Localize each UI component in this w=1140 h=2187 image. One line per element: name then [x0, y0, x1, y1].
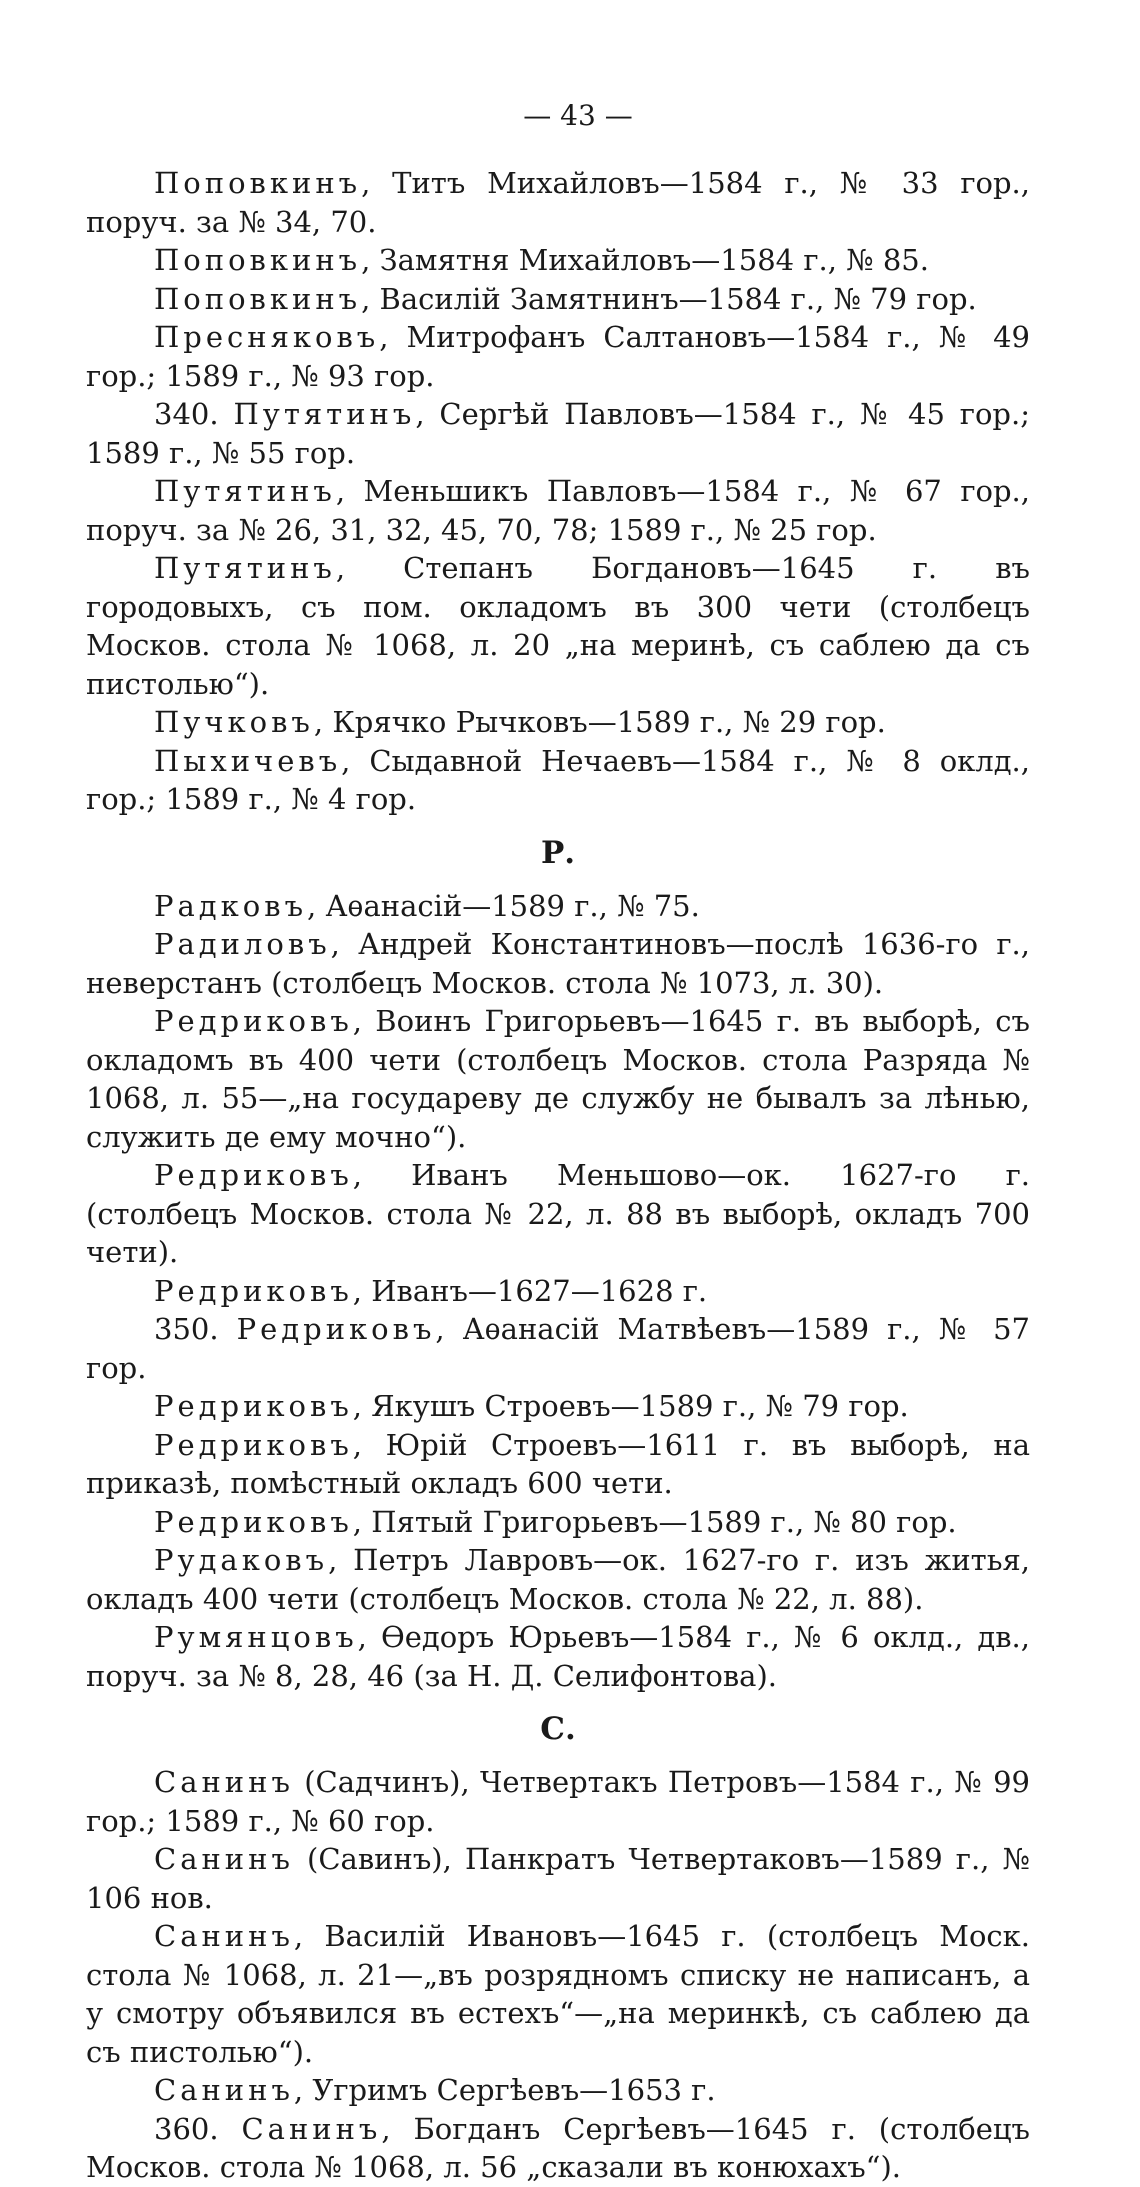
entry-surname: Редриковъ [154, 1504, 353, 1539]
entry [86, 1272, 1030, 1311]
entry-text: , Титъ Михайловъ—1584 г., № 33 гор., поруч. за № 34, 70. [86, 166, 1030, 239]
section-p [86, 164, 1030, 819]
entry-text: , Андрей Константиновъ—послѣ 1636-го г., неверстанъ (столбецъ Москов. стола № 1073, л. 30). [86, 927, 1030, 1000]
entry-surname: Санинъ [154, 1919, 294, 1953]
entry-text: , Крячко Рычковъ—1589 г., № 29 гор. [313, 705, 886, 739]
entry-text: , Иванъ—1627—1628 г. [352, 1273, 708, 1308]
entry-text: , Сергѣй Павловъ—1584 г., № 45 гор.; 1589 г., № 55 гор. [86, 397, 1030, 470]
entry-text: , Богданъ Сергѣевъ—1645 г. (столбецъ Москов. стола № 1068, л. 56 „сказали въ конюхахъ“). [86, 2111, 1030, 2184]
entry [86, 1917, 1030, 2071]
document-page [86, 96, 1030, 2187]
entry [86, 1310, 1030, 1387]
entry-surname: Редриковъ [154, 1273, 353, 1308]
entry-text: , Юрій Строевъ—1611 г. въ выборѣ, на приказѣ, помѣстный окладъ 600 чети. [86, 1427, 1030, 1500]
entry-text: , Ѳедоръ Юрьевъ—1584 г., № 6 оклд., дв., поруч. за № 8, 28, 46 (за Н. Д. Селифонтова). [86, 1620, 1030, 1693]
entry [86, 925, 1030, 1002]
entry [86, 280, 1030, 319]
entry-surname: Поповкинъ [154, 243, 362, 277]
entry [86, 241, 1030, 280]
entry-surname: Путятинъ [154, 551, 336, 585]
entry [86, 742, 1030, 819]
entry-text: , Аѳанасій—1589 г., № 75. [307, 888, 700, 923]
entry-surname: Редриковъ [236, 1312, 436, 1346]
entry [86, 318, 1030, 395]
entry-surname: Санинъ [154, 2073, 294, 2107]
entry-text: (Савинъ), Панкратъ Четвертаковъ—1589 г., № 106 нов. [86, 1842, 1030, 1915]
section-s [86, 1763, 1030, 2187]
entry [86, 549, 1030, 703]
entry [86, 395, 1030, 472]
entry-number: 350. [154, 1312, 237, 1346]
entry [86, 1763, 1030, 1840]
entry [86, 2071, 1030, 2110]
entry-number: 360. [154, 2111, 242, 2146]
entry-surname: Радковъ [154, 888, 308, 923]
entry-surname: Санинъ [154, 1765, 294, 1799]
entry-text: , Степанъ Богдановъ—1645 г. въ городовыхъ, съ пом. окладомъ въ 300 чети (столбецъ Москов. стола № 1068, л. 20 „на меринѣ, съ саблею да съ пистолью“). [86, 551, 1030, 701]
entry-surname: Редриковъ [154, 1427, 353, 1462]
entry-text: , Василій Замятнинъ—1584 г., № 79 гор. [361, 281, 977, 316]
entry-surname: Румянцовъ [154, 1620, 358, 1654]
entry-surname: Санинъ [241, 2111, 382, 2146]
entry [86, 164, 1030, 241]
entry [86, 1840, 1030, 1917]
entry-surname: Пыхичевъ [154, 743, 342, 778]
entry [86, 472, 1030, 549]
entry-text: , Якушъ Строевъ—1589 г., № 79 гор. [352, 1389, 909, 1423]
entry-text: , Митрофанъ Салтановъ—1584 г., № 49 гор.; 1589 г., № 93 гор. [86, 320, 1030, 393]
entry [86, 2110, 1030, 2187]
entry-text: , Сыдавной Нечаевъ—1584 г., № 8 оклд., гор.; 1589 г., № 4 гор. [86, 743, 1030, 816]
entry [86, 1618, 1030, 1695]
entry-surname: Путятинъ [233, 397, 416, 431]
entry-surname: Поповкинъ [154, 166, 362, 200]
entry [86, 1156, 1030, 1272]
entry-surname: Санинъ [154, 1842, 294, 1876]
entry-surname: Редриковъ [154, 1158, 353, 1192]
entry [86, 1426, 1030, 1503]
entry-surname: Пресняковъ [154, 320, 380, 354]
entry-surname: Пучковъ [154, 705, 314, 739]
entry-surname: Рудаковъ [154, 1543, 329, 1577]
entry [86, 703, 1030, 742]
entry-text: , Воинъ Григорьевъ—1645 г. въ выборѣ, съ окладомъ въ 400 чети (столбецъ Москов. стола Разряда № 1068, л. 55—„на государеву де службу не бывалъ за лѣнью, служить де ему мочно“). [86, 1004, 1030, 1154]
section-heading-s: С. [540, 1711, 576, 1747]
section-r [86, 887, 1030, 1696]
entry-surname: Редриковъ [154, 1389, 353, 1423]
entry-number: 340. [154, 397, 234, 431]
entry [86, 1002, 1030, 1156]
entry [86, 1541, 1030, 1618]
entry-text: , Замятня Михайловъ—1584 г., № 85. [361, 243, 929, 277]
entry-text: , Петръ Лавровъ—ок. 1627-го г. изъ житья, окладъ 400 чети (столбецъ Москов. стола № 22, л. 88). [86, 1543, 1030, 1616]
entry [86, 1503, 1030, 1542]
entry-text: , Аѳанасій Матвѣевъ—1589 г., № 57 гор. [86, 1312, 1030, 1385]
entry-text: , Василій Ивановъ—1645 г. (столбецъ Моск. стола № 1068, л. 21—„въ розрядномъ списку не написанъ, а у смотру объявился въ естехъ“—„на меринкѣ, съ саблею да съ пистолью“). [86, 1919, 1030, 2069]
section-heading-r: Р. [540, 834, 576, 871]
entry-text: , Угримъ Сергѣевъ—1653 г. [293, 2073, 716, 2107]
entry-surname: Радиловъ [154, 927, 331, 961]
entry-text: , Меньшикъ Павловъ—1584 г., № 67 гор., поруч. за № 26, 31, 32, 45, 70, 78; 1589 г., № 25 гор. [86, 474, 1030, 547]
entry-text: , Пятый Григорьевъ—1589 г., № 80 гор. [352, 1504, 957, 1539]
entry-surname: Путятинъ [154, 474, 336, 508]
entry-text: , Иванъ Меньшово—ок. 1627-го г. (столбецъ Москов. стола № 22, л. 88 въ выборѣ, окладъ 700 чети). [86, 1158, 1030, 1269]
entry [86, 887, 1030, 926]
entry [86, 1387, 1030, 1426]
entry-surname: Поповкинъ [154, 281, 362, 316]
page-number: — 43 — [523, 99, 633, 132]
entry-text: (Садчинъ), Четвертакъ Петровъ—1584 г., № 99 гор.; 1589 г., № 60 гор. [86, 1765, 1030, 1838]
entry-surname: Редриковъ [154, 1004, 353, 1038]
